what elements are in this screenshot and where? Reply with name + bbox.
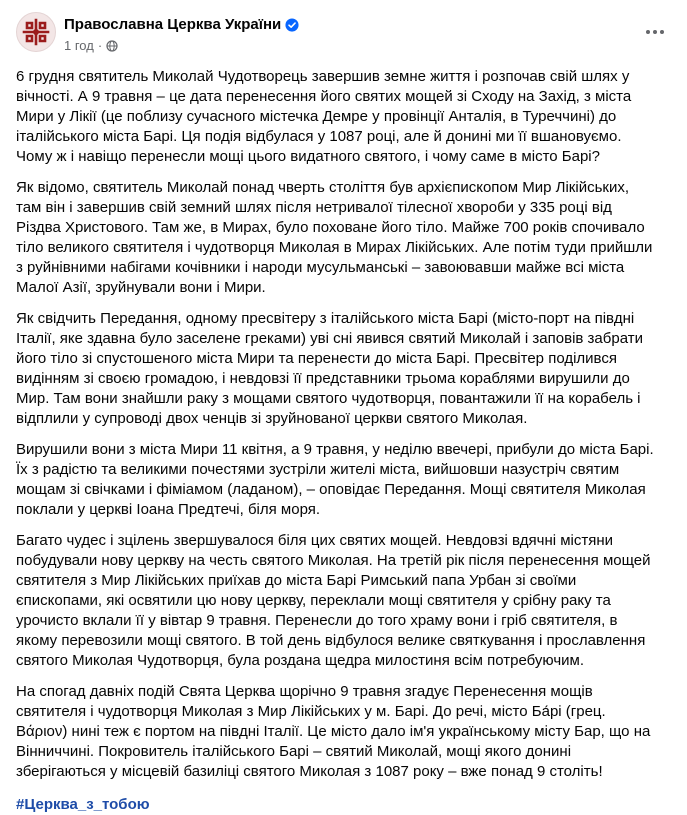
post-paragraph: Як відомо, святитель Миколай понад чверть століття був архієпископом Мир Лікійських, там він і завершив свій земний шлях після нетривалої тілесної хвороби у 335 році від Різдва Христового. Там же, в Мирах, було поховане його тіло. Майже 700 років спочивало тіло великого святителя і чудотворця Миколая в Мирах Лікійських. Але потім туди прийшли з руйнівними набігами кочівники і народи мусульманські – завоювавши майже всі міста Малої Азії, зруйнували вони і Мири.	[16, 179, 653, 296]
verified-badge-icon	[285, 18, 299, 32]
post-paragraph: Вирушили вони з міста Мири 11 квітня, а 9 травня, у неділю ввечері, прибули до міста Барі. Їх з радістю та великими почестями зустріли жителі міста, вийшовши назустріч святим мощам зі свічками і фіміамом (ладаном), – оповідає Передання. Мощі святителя Миколая поклали у церкві Іоана Предтечі, біля моря.	[16, 441, 654, 518]
post-paragraph: На спогад давніх подій Свята Церква щорічно 9 травня згадує Перенесення мощів святителя і чудотворця Миколая з Мир Лікійських у м. Барі. До речі, місто Ба́рі (грец. Βάριον) нині теж є портом на півдні Італії. Це місто дало ім'я українському місту Бар, що на Вінниччині. Покровитель італійського Барі – святий Миколай, мощі якого донині зберігаються у місцевій базиліці святого Миколая з 1087 року – вже понад 9 століть!	[16, 683, 651, 780]
post-paragraph: 6 грудня святитель Миколай Чудотворець завершив земне життя і розпочав свій шлях у вічності. А 9 травня – це дата перенесення його святих мощей зі Сходу на Захід, з міста Мири у Лікії (це поблизу сучасного містечка Демре у провінції Анталія, в Туреччині) до італійського міста Барі. Ця подія відбулася у 1087 році, але й донині ми її вшановуємо. Чому ж і навіщо перенесли мощі цього видатного святого, і чому саме в місто Барі?	[16, 68, 632, 165]
post-timestamp[interactable]: 1 год	[64, 38, 94, 53]
globe-icon	[106, 40, 118, 52]
church-emblem-icon	[21, 17, 51, 47]
post-body	[16, 67, 656, 815]
post-paragraph: Як свідчить Передання, одному пресвітеру з італійського міста Барі (місто-порт на півдні Італії, яке здавна було заселене греками) уві сні явився святий Миколай і заповів забрати його тіло зі спустошеного міста Мири та перенести до міста Барі. Пресвітер поділився видінням зі своєю громадою, і невдовзі її представники трьома кораблями вирушили до Мир. Там вони знайшли раку з мощами святого чудотворця, повантажили її на корабель і відплили у супроводі двох ченців зі зруйнованої церкви святого Миколая.	[16, 310, 643, 427]
more-options-icon	[645, 29, 665, 35]
post-header	[16, 12, 675, 60]
post-meta	[64, 38, 118, 53]
page-avatar[interactable]	[16, 12, 56, 52]
meta-separator: ·	[97, 38, 103, 53]
page-name-link[interactable]	[64, 16, 299, 33]
hashtag-link[interactable]: #Церква_з_тобою	[16, 796, 150, 813]
author-name[interactable]: Православна Церква України	[64, 16, 282, 33]
more-options-button[interactable]	[641, 18, 669, 46]
post-paragraph: Багато чудес і зцілень звершувалося біля цих святих мощей. Невдовзі вдячні містяни побудували нову церкву на честь святого Миколая. На третій рік після перенесення мощей святителя з Мир Лікійських приїхав до міста Барі Римський папа Урбан зі своїми єпископами, які освятили цю нову церкву, переклали мощі святителя у срібну раку та урочисто вклали її у вівтар 9 травня. Перенесли до того храму вони і гріб святителя, в якому перевозили мощі святого. В той день відбулося велике святкування і прославлення святого Миколая Чудотворця, була роздана щедра милостиня всім потребуючим.	[16, 532, 651, 669]
